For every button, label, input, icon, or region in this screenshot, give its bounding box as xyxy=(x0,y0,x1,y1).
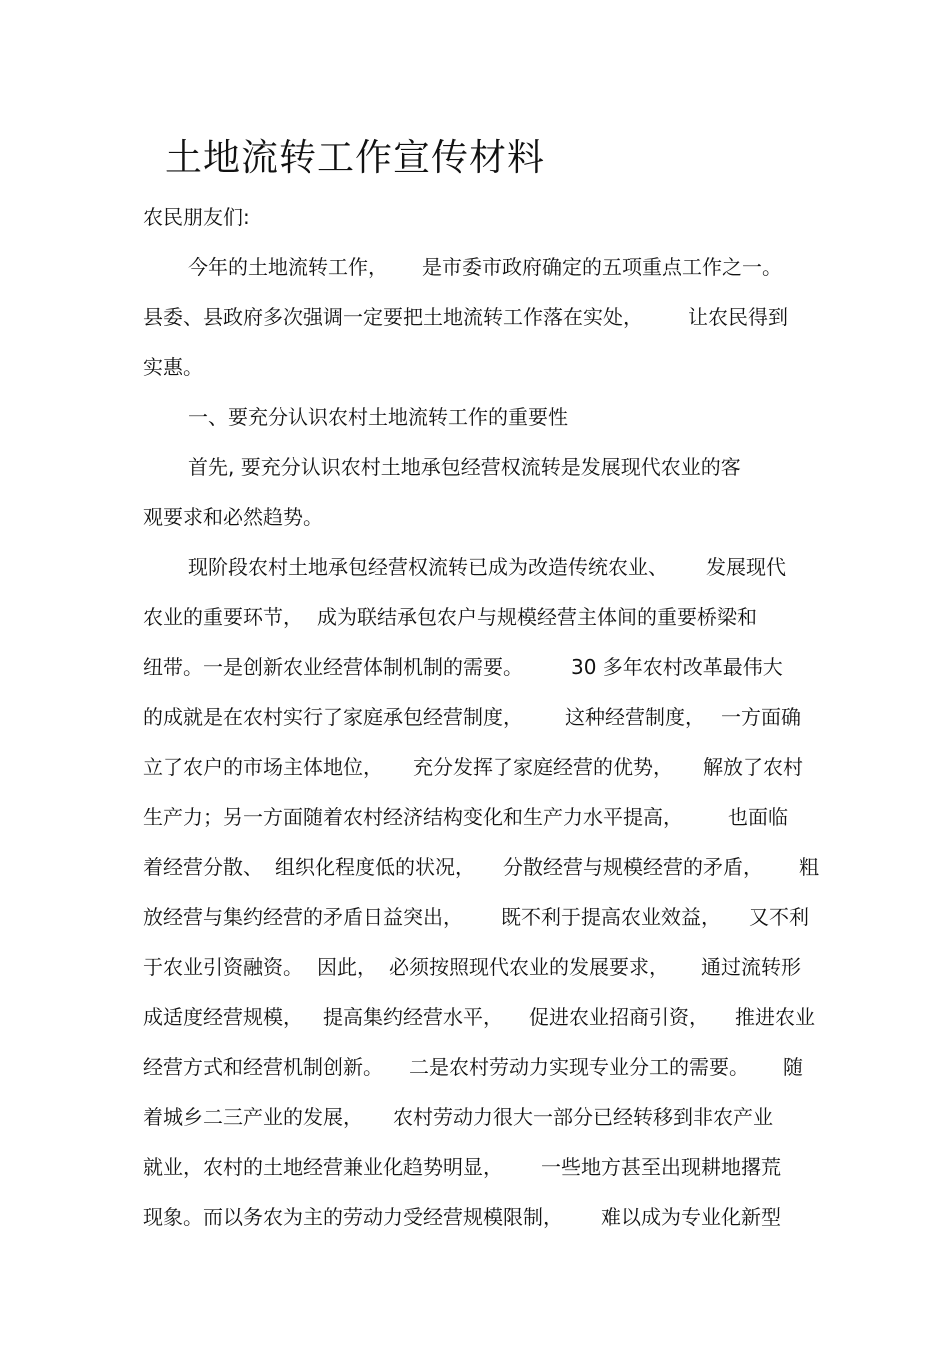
body-text-segment: 发展现代 xyxy=(706,555,786,579)
body-text-segment: 又不利 xyxy=(749,905,809,929)
body-text-segment: 纽带。一是创新农业经营体制机制的需要。 xyxy=(143,655,523,679)
body-text-segment: 是市委市政府确定的五项重点工作之一。 xyxy=(422,255,782,279)
body-line xyxy=(143,802,788,832)
body-text-segment: 农业的重要环节， xyxy=(143,605,303,629)
body-text-segment: 成为联结承包农户与规模经营主体间的重要桥梁和 xyxy=(317,605,757,629)
body-line xyxy=(188,402,568,432)
body-text-segment: 必须按照现代农业的发展要求， xyxy=(389,955,669,979)
body-line xyxy=(188,252,782,282)
body-text-segment: 也面临 xyxy=(728,805,788,829)
body-text-segment: 今年的土地流转工作， xyxy=(188,255,388,279)
body-line xyxy=(143,1202,781,1232)
body-text-segment: 立了农户的市场主体地位， xyxy=(143,755,383,779)
body-text-segment: 县委、县政府多次强调一定要把土地流转工作落在实处， xyxy=(143,305,643,329)
body-text-segment: 于农业引资融资。 xyxy=(143,955,303,979)
body-line xyxy=(143,902,809,932)
body-text-segment: 观要求和必然趋势。 xyxy=(143,505,323,529)
body-text-segment: 随 xyxy=(783,1055,803,1079)
body-text-segment: 的成就是在农村实行了家庭承包经营制度， xyxy=(143,705,523,729)
body-text-segment: 一、要充分认识农村土地流转工作的重要性 xyxy=(188,405,568,429)
body-text-segment: 粗 xyxy=(799,855,819,879)
body-line xyxy=(143,702,801,732)
body-line xyxy=(143,1152,781,1182)
body-line xyxy=(143,1052,803,1082)
body-line xyxy=(143,1002,815,1032)
body-line xyxy=(143,1102,773,1132)
body-line xyxy=(143,502,323,532)
body-line xyxy=(143,302,788,332)
body-line xyxy=(143,752,803,782)
body-text-segment: 推进农业 xyxy=(735,1005,815,1029)
body-line xyxy=(188,452,741,482)
body-text-segment: 着城乡二三产业的发展， xyxy=(143,1105,363,1129)
body-text-segment: 放经营与集约经营的矛盾日益突出， xyxy=(143,905,463,929)
body-text-segment: 一方面确 xyxy=(721,705,801,729)
body-text-segment: 生产力；另一方面随着农村经济结构变化和生产力水平提高， xyxy=(143,805,683,829)
body-text-segment: 通过流转形 xyxy=(701,955,801,979)
body-text-segment: 既不利于提高农业效益， xyxy=(501,905,721,929)
body-text-segment: 二是农村劳动力实现专业分工的需要。 xyxy=(409,1055,749,1079)
body-text-segment: 30 多年农村改革最伟大 xyxy=(571,655,783,679)
body-text-segment: 着经营分散、 xyxy=(143,855,263,879)
body-text-segment: 促进农业招商引资， xyxy=(529,1005,709,1029)
body-text-segment: 因此， xyxy=(317,955,377,979)
body-text-segment: 分散经营与规模经营的矛盾， xyxy=(503,855,763,879)
document-title: 土地流转工作宣传材料 xyxy=(165,136,545,179)
body-line xyxy=(143,952,801,982)
body-text-segment: 一些地方甚至出现耕地撂荒 xyxy=(541,1155,781,1179)
body-line xyxy=(143,852,819,882)
body-text-segment: 首先, 要充分认识农村土地承包经营权流转是发展现代农业的客 xyxy=(188,455,741,479)
body-line xyxy=(143,352,203,382)
body-text-segment: 充分发挥了家庭经营的优势， xyxy=(413,755,673,779)
body-text-segment: 就业，农村的土地经营兼业化趋势明显， xyxy=(143,1155,503,1179)
body-text-segment: 解放了农村 xyxy=(703,755,803,779)
body-text-segment: 组织化程度低的状况， xyxy=(275,855,475,879)
body-text-segment: 实惠。 xyxy=(143,355,203,379)
body-text-segment: 让农民得到 xyxy=(688,305,788,329)
body-text-segment: 经营方式和经营机制创新。 xyxy=(143,1055,383,1079)
body-text-segment: 成适度经营规模， xyxy=(143,1005,303,1029)
body-line xyxy=(143,602,757,632)
body-text-segment: 提高集约经营水平， xyxy=(323,1005,503,1029)
body-text-segment: 难以成为专业化新型 xyxy=(601,1205,781,1229)
body-line xyxy=(143,652,783,682)
body-text-segment: 现阶段农村土地承包经营权流转已成为改造传统农业、 xyxy=(188,555,668,579)
body-text-segment: 现象。而以务农为主的劳动力受经营规模限制， xyxy=(143,1205,563,1229)
body-text-segment: 这种经营制度， xyxy=(565,705,705,729)
body-line xyxy=(188,552,786,582)
body-text-segment: 农村劳动力很大一部分已经转移到非农产业 xyxy=(393,1105,773,1129)
greeting-line: 农民朋友们: xyxy=(143,205,250,229)
